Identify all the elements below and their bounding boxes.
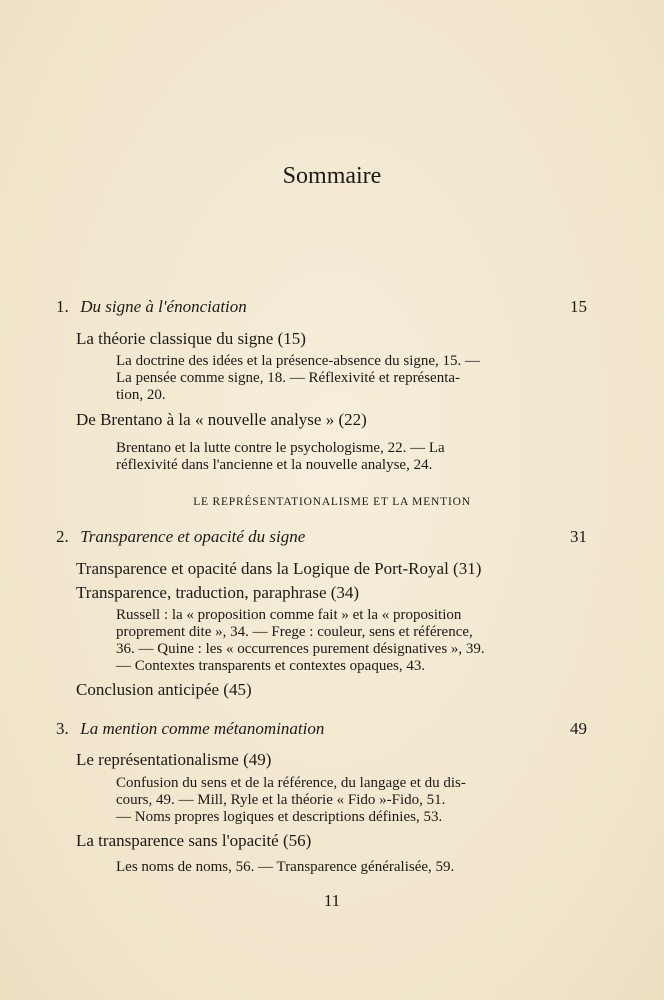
detail-line: — Contextes transparents et contextes opaques, 43. [116, 658, 426, 674]
chapter-2-title: Transparence et opacité du signe [80, 527, 306, 546]
chapter-1-page: 15 [570, 297, 587, 316]
section-2-1-title: Transparence et opacité dans la Logique de Port-Royal (31) [76, 559, 482, 578]
section-2-2-title: Transparence, traduction, paraphrase (34) [76, 583, 360, 602]
chapter-2-number: 2. [56, 527, 69, 546]
detail-line: Russell : la « proposition comme fait » et la « proposition [116, 607, 462, 623]
detail-line: 36. — Quine : les « occurrences purement désignatives », 39. [116, 641, 485, 657]
part-interlude-heading: LE REPRÉSENTATIONALISME ET LA MENTION [193, 496, 471, 508]
detail-line: tion, 20. [116, 387, 166, 403]
section-3-1-title: Le représentationalisme (49) [76, 750, 272, 769]
section-2-2-detail [116, 607, 524, 675]
chapter-3-page: 49 [570, 719, 587, 738]
chapter-1-title: Du signe à l'énonciation [80, 297, 247, 316]
chapter-3-title: La mention comme métanomination [80, 719, 325, 738]
section-3-2-title: La transparence sans l'opacité (56) [76, 831, 312, 850]
page-number: 11 [323, 891, 341, 910]
section-2-3-title: Conclusion anticipée (45) [76, 680, 252, 699]
detail-line: — Noms propres logiques et descriptions définies, 53. [116, 809, 443, 825]
chapter-2-heading [56, 527, 587, 547]
detail-line: Confusion du sens et de la référence, du langage et du dis- [116, 775, 466, 791]
chapter-2-page: 31 [570, 527, 587, 546]
chapter-3-number: 3. [56, 719, 69, 738]
detail-line: proprement dite », 34. — Frege : couleur, sens et référence, [116, 624, 473, 640]
detail-line: cours, 49. — Mill, Ryle et la théorie « Fido »-Fido, 51. [116, 792, 446, 808]
page-title: Sommaire [282, 163, 382, 189]
detail-line: Brentano et la lutte contre le psychologisme, 22. — La [116, 440, 445, 456]
section-3-1-detail [116, 775, 524, 826]
detail-line: Les noms de noms, 56. — Transparence généralisée, 59. [116, 859, 455, 875]
detail-line: La doctrine des idées et la présence-absence du signe, 15. — [116, 353, 481, 369]
chapter-3-heading [56, 719, 587, 739]
detail-line: réflexivité dans l'ancienne et la nouvelle analyse, 24. [116, 457, 433, 473]
detail-line: La pensée comme signe, 18. — Réflexivité et représenta- [116, 370, 461, 386]
section-1-2-title: De Brentano à la « nouvelle analyse » (22) [76, 410, 367, 429]
chapter-1-number: 1. [56, 297, 69, 316]
section-1-2-detail [116, 440, 524, 474]
section-1-1-detail [116, 353, 524, 404]
chapter-1-heading [56, 297, 587, 317]
section-1-1-title: La théorie classique du signe (15) [76, 329, 306, 348]
section-3-2-detail [116, 859, 524, 876]
